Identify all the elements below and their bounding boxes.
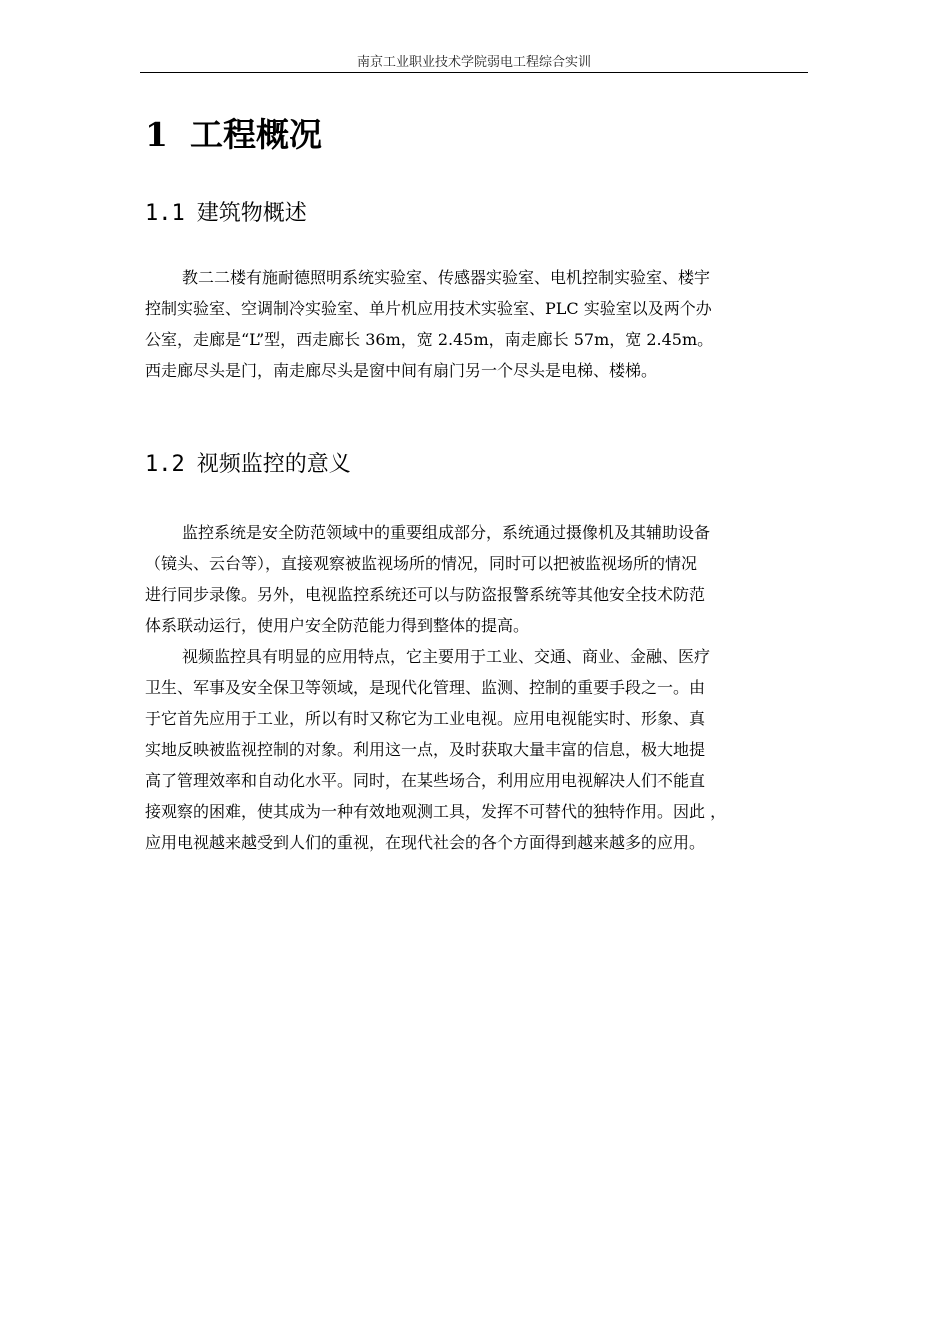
paragraph-line: 于它首先应用于工业，所以有时又称它为工业电视。应用电视能实时、形象、真 <box>145 709 706 728</box>
section-heading-1-2 <box>145 449 351 481</box>
chapter-title <box>145 112 322 158</box>
paragraph-line: 应用电视越来越受到人们的重视，在现代社会的各个方面得到越来越多的应用。 <box>145 833 706 852</box>
section-number: 1.2 <box>145 452 185 477</box>
paragraph-line: 接观察的困难，使其成为一种有效地观测工具，发挥不可替代的独特作用。因此 ， <box>145 802 727 821</box>
paragraph-line: 监控系统是安全防范领域中的重要组成部分，系统通过摄像机及其辅助设备 <box>182 523 711 542</box>
paragraph-line: 卫生、军事及安全保卫等领域，是现代化管理、监测、控制的重要手段之一。由 <box>145 678 706 697</box>
paragraph-line: （镜头、云台等），直接观察被监视场所的情况，同时可以把被监视场所的情况 <box>145 554 698 573</box>
paragraph-line: 视频监控具有明显的应用特点，它主要用于工业、交通、商业、金融、医疗 <box>182 647 711 666</box>
paragraph-line: 控制实验室、空调制冷实验室、单片机应用技术实验室、PLC 实验室以及两个办 <box>145 299 712 318</box>
paragraph-line: 进行同步录像。另外，电视监控系统还可以与防盗报警系统等其他安全技术防范 <box>145 585 706 604</box>
section-heading-1-1 <box>145 198 307 230</box>
header-rule <box>140 72 808 73</box>
section-number: 1.1 <box>145 201 185 226</box>
paragraph-line: 公室，走廊是“L”型，西走廊长 36m，宽 2.45m，南走廊长 57m，宽 2.45m。 <box>145 330 714 349</box>
section-1-2-body <box>145 517 813 858</box>
chapter-heading-text: 工程概况 <box>189 115 322 154</box>
paragraph-line: 体系联动运行，使用户安全防范能力得到整体的提高。 <box>145 616 530 635</box>
running-header: 南京工业职业技术学院弱电工程综合实训 <box>356 55 591 70</box>
paragraph-line: 高了管理效率和自动化水平。同时，在某些场合，利用应用电视解决人们不能直 <box>145 771 706 790</box>
section-heading-text: 建筑物概述 <box>196 201 307 226</box>
paragraph-line: 教二二楼有施耐德照明系统实验室、传感器实验室、电机控制实验室、楼宇 <box>182 268 711 287</box>
section-1-1-body <box>145 262 813 386</box>
chapter-number: 1 <box>145 115 168 154</box>
paragraph-line: 实地反映被监视控制的对象。利用这一点，及时获取大量丰富的信息，极大地提 <box>145 740 706 759</box>
section-heading-text: 视频监控的意义 <box>196 452 351 477</box>
paragraph-line: 西走廊尽头是门，南走廊尽头是窗中间有扇门另一个尽头是电梯、楼梯。 <box>145 361 658 380</box>
